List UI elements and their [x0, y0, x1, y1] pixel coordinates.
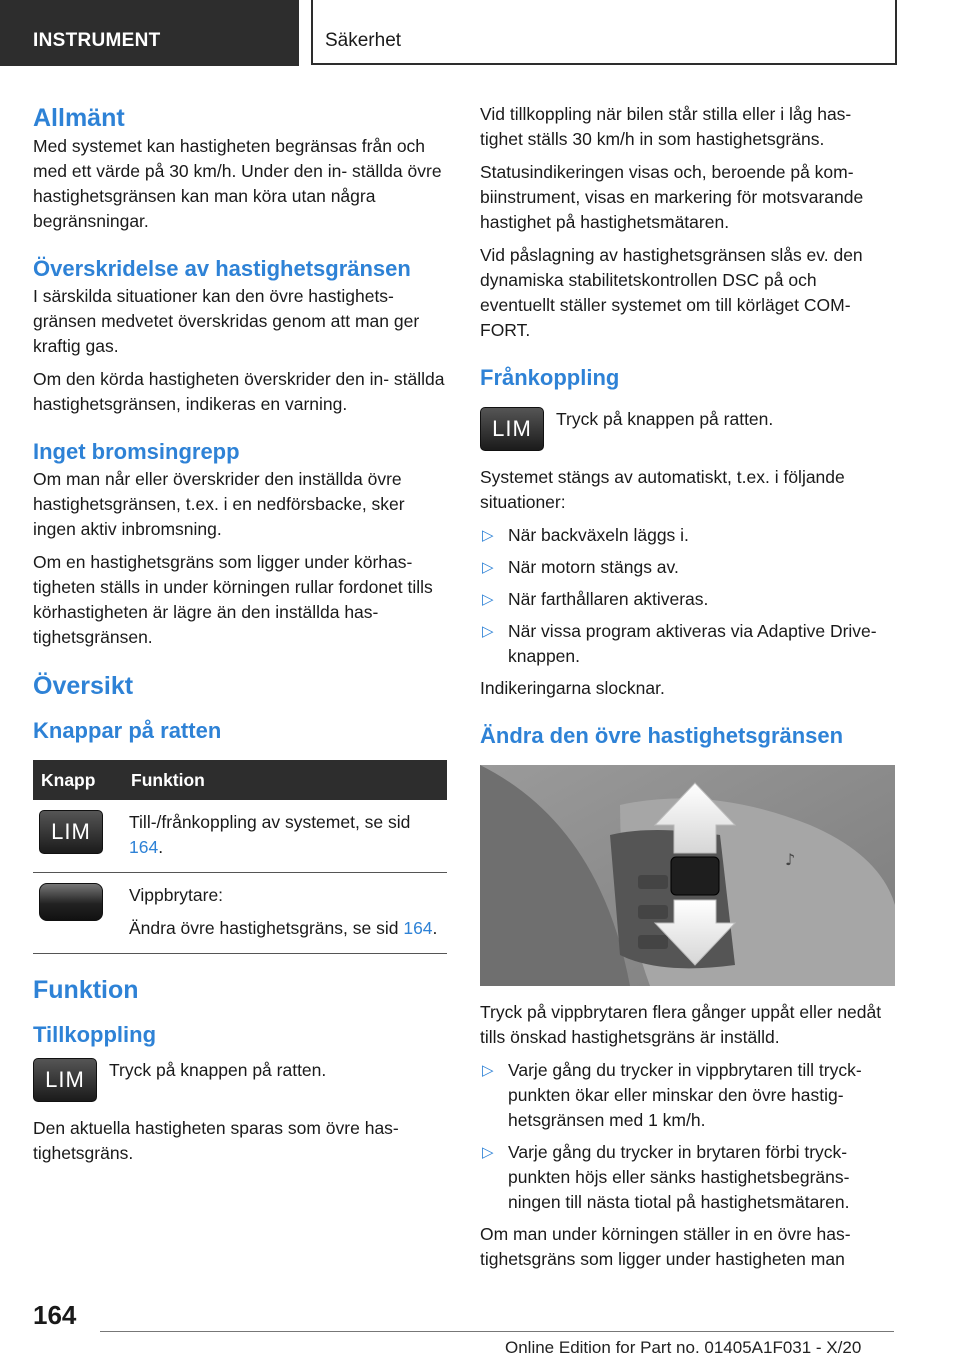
triangle-bullet-icon: ▷: [482, 1144, 494, 1161]
table-row: Vippbrytare: Ändra övre hastighetsgräns, se sid 164.: [33, 873, 447, 954]
triangle-bullet-icon: ▷: [482, 1062, 494, 1079]
subsection-tab: [311, 0, 897, 65]
svg-text:♪: ♪: [785, 850, 796, 869]
list-item: ▷ När vissa program aktiveras via Adaptive Drive-knappen.: [482, 621, 877, 666]
triangle-bullet-icon: ▷: [482, 623, 494, 640]
steering-wheel-image: [480, 765, 895, 986]
subsection-title: Säkerhet: [325, 30, 402, 51]
triangle-bullet-icon: ▷: [482, 591, 494, 608]
list-item: ▷ När farthållaren aktiveras.: [480, 587, 896, 612]
lim-button-icon: LIM: [480, 407, 544, 451]
row2-text-2: Ändra övre hastighetsgräns, se sid: [129, 918, 399, 938]
heading-oversikt: Översikt: [33, 672, 134, 700]
heading-overskridelse: Överskridelse av hastighetsgränsen: [33, 256, 411, 281]
paragraph-allmant: Med systemet kan hastigheten begränsas från och med ett värde på 30 km/h. Under den in- ställda övre hastighetsgränsen kan man köra utan några begränsningar.: [33, 136, 442, 231]
paragraph-systemet: Systemet stängs av automatiskt, t.ex. i följande situationer:: [480, 467, 845, 512]
paragraph-om-man-under: Om man under körningen ställer in en övre has- tighetsgräns som ligger under hastigheten man: [480, 1224, 851, 1269]
section-tab: [0, 0, 299, 66]
heading-funktion: Funktion: [33, 976, 139, 1004]
paragraph-overskridelse-1: I särskilda situationer kan den övre hastighets- gränsen medvetet överskridas genom att man ger kraftig gas.: [33, 286, 420, 356]
paragraph-tryck: Tryck på knappen på ratten.: [109, 1060, 327, 1080]
page-link[interactable]: 164: [403, 918, 433, 938]
left-column: [33, 102, 449, 1166]
paragraph-aktuella: Den aktuella hastigheten sparas som övre has- tighetsgräns.: [33, 1118, 399, 1163]
paragraph-tryck: Tryck på knappen på ratten.: [556, 409, 774, 429]
heading-andra: Ändra den övre hastighetsgränsen: [480, 723, 844, 748]
page-number: 164: [33, 1300, 77, 1330]
tillkoppling-instruction: [33, 1058, 449, 1102]
footer-edition: Online Edition for Part no. 01405A1F031 - X/20: [505, 1338, 862, 1357]
heading-allmant: Allmänt: [33, 104, 125, 132]
paragraph-indikeringarna: Indikeringarna slocknar.: [480, 678, 665, 698]
heading-knappar: Knappar på ratten: [33, 718, 222, 743]
paragraph-vid-tillkoppling: Vid tillkoppling när bilen står stilla eller i låg has- tighet ställs 30 km/h in som hastighetsgräns.: [480, 104, 852, 149]
paragraph-inget-1: Om man når eller överskrider den inställda övre hastighetsgränsen, t.ex. i en nedförsbacke, sker ingen aktiv inbromsning.: [33, 469, 405, 539]
list-item: ▷ När backväxeln läggs i.: [480, 523, 896, 548]
paragraph-inget-2: Om en hastighetsgräns som ligger under körhas- tigheten ställs in under körningen rullar fordonet tills körhastigheten är lägre än den inställda has- tighetsgränsen.: [33, 552, 433, 647]
list-item: ▷ När motorn stängs av.: [480, 555, 896, 580]
row2-text-1: Vippbrytare:: [129, 885, 224, 905]
paragraph-status: Statusindikeringen visas och, beroende på kom- biinstrument, visas en markering för motsvarande hastighet på hastighetsmätaren.: [480, 162, 864, 232]
table-row: LIM Till-/frånkoppling av systemet, se sid 164.: [33, 800, 447, 873]
right-column: [480, 102, 896, 1272]
paragraph-paslagning: Vid påslagning av hastighetsgränsen slås ev. den dynamiska stabilitetskontrollen DSC på och eventuellt ställer systemet om till körläget COM- FORT.: [480, 245, 863, 340]
heading-frankoppling: Frånkoppling: [480, 365, 620, 390]
page-link[interactable]: 164: [129, 837, 159, 857]
list-item: ▷ Varje gång du trycker in brytaren förbi tryck- punkten höjs eller sänks hastighetsbegräns- ningen till nästa tiotal på hastighetsmätaren.: [482, 1142, 850, 1212]
heading-tillkoppling: Tillkoppling: [33, 1022, 157, 1047]
section-title: INSTRUMENT: [33, 30, 161, 51]
triangle-bullet-icon: ▷: [482, 527, 494, 544]
rocker-switch-icon: [39, 883, 103, 921]
table-header-knapp: Knapp: [33, 760, 123, 800]
lim-button-icon: LIM: [33, 1058, 97, 1102]
paragraph-overskridelse-2: Om den körda hastigheten överskrider den in- ställda hastighetsgränsen, indikeras en varning.: [33, 369, 445, 414]
footer-divider: [100, 1331, 894, 1332]
frankoppling-instruction: [480, 407, 896, 451]
rocker-list: [480, 1058, 896, 1215]
heading-inget-bromsingrepp: Inget bromsingrepp: [33, 439, 240, 464]
list-item: ▷ Varje gång du trycker in vippbrytaren till tryck- punkten ökar eller minskar den övre hastig- hetsgränsen med 1 km/h.: [482, 1060, 862, 1130]
paragraph-vippbrytaren: Tryck på vippbrytaren flera gånger uppåt eller nedåt tills önskad hastighetsgräns är inställd.: [480, 1002, 882, 1047]
button-function-table: [33, 760, 447, 954]
row1-text: Till-/frånkoppling av systemet, se sid: [129, 812, 411, 832]
triangle-bullet-icon: ▷: [482, 559, 494, 576]
table-header-funktion: Funktion: [123, 760, 447, 800]
lim-button-icon: LIM: [39, 810, 103, 854]
auto-off-list: [480, 523, 896, 669]
